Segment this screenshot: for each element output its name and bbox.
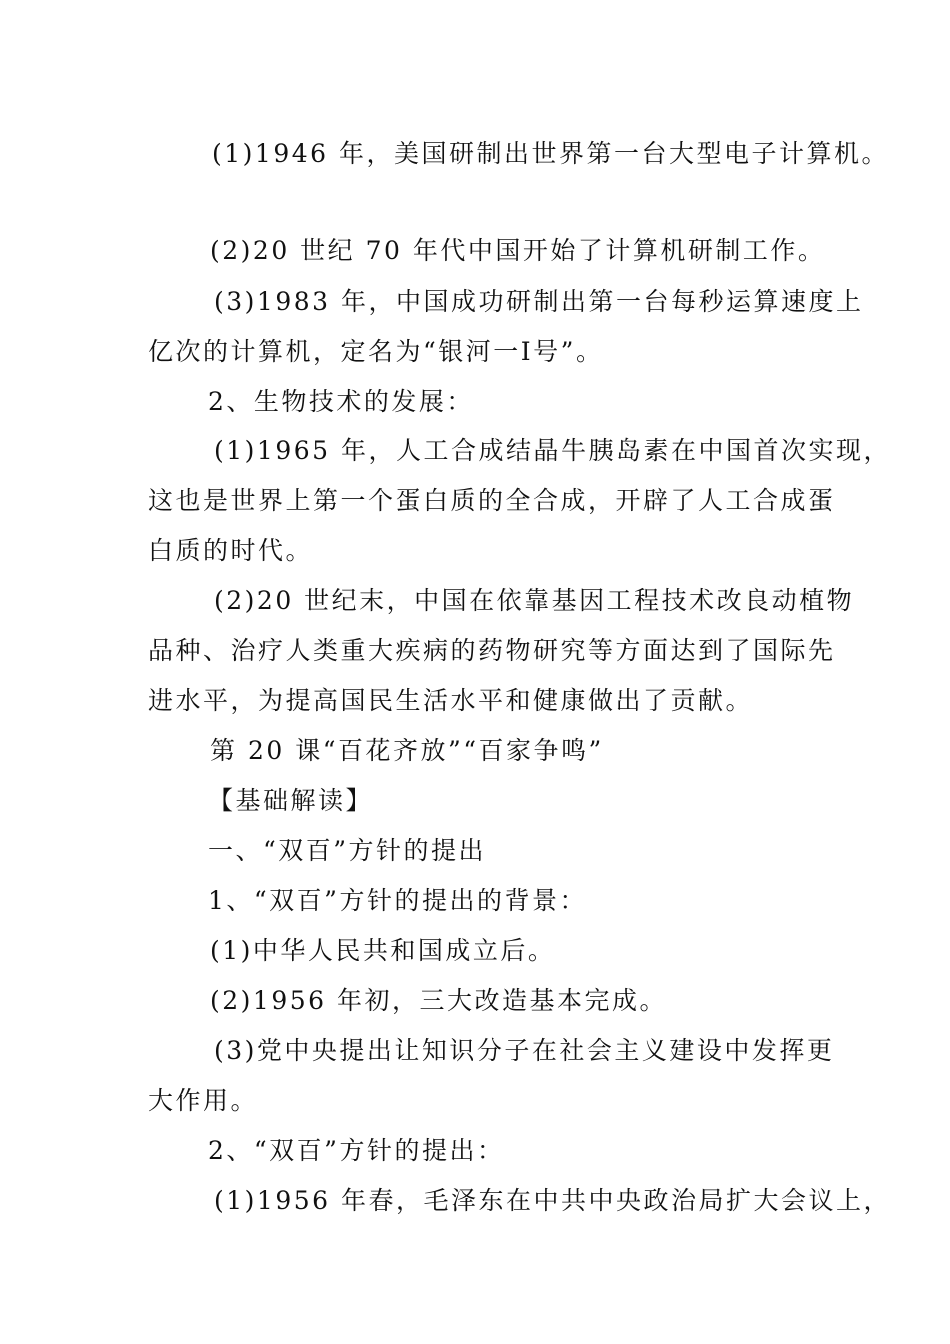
paragraph-line: 品种、治疗人类重大疾病的药物研究等方面达到了国际先 bbox=[148, 636, 836, 665]
paragraph-line: 大作用。 bbox=[148, 1086, 259, 1115]
paragraph-line: (1)1946 年，美国研制出世界第一台大型电子计算机。 bbox=[212, 139, 889, 168]
section-heading: 一、“双百”方针的提出 bbox=[208, 836, 487, 865]
paragraph-line: (2)20 世纪 70 年代中国开始了计算机研制工作。 bbox=[210, 236, 826, 265]
lesson-title: 第 20 课“百花齐放”“百家争鸣” bbox=[210, 736, 604, 765]
paragraph-line: (1)1965 年，人工合成结晶牛胰岛素在中国首次实现， bbox=[214, 436, 891, 465]
paragraph-line: 这也是世界上第一个蛋白质的全合成，开辟了人工合成蛋 bbox=[148, 486, 836, 515]
paragraph-line: (3)1983 年，中国成功研制出第一台每秒运算速度上 bbox=[214, 287, 864, 316]
paragraph-line: (1)1956 年春，毛泽东在中共中央政治局扩大会议上， bbox=[214, 1186, 891, 1215]
paragraph-line: (1)中华人民共和国成立后。 bbox=[210, 936, 556, 965]
paragraph-line: (2)20 世纪末，中国在依靠基因工程技术改良动植物 bbox=[214, 586, 855, 615]
paragraph-line: (2)1956 年初，三大改造基本完成。 bbox=[210, 986, 667, 1015]
section-heading: 1、“双百”方针的提出的背景： bbox=[208, 886, 587, 915]
section-heading: 2、生物技术的发展： bbox=[208, 387, 474, 416]
paragraph-line: 白质的时代。 bbox=[148, 536, 314, 565]
section-heading: 【基础解读】 bbox=[208, 786, 374, 815]
paragraph-line: (3)党中央提出让知识分子在社会主义建设中发挥更 bbox=[214, 1036, 835, 1065]
paragraph-line: 亿次的计算机，定名为“银河一Ⅰ号”。 bbox=[148, 337, 604, 366]
paragraph-line: 进水平，为提高国民生活水平和健康做出了贡献。 bbox=[148, 686, 754, 715]
section-heading: 2、“双百”方针的提出： bbox=[208, 1136, 505, 1165]
